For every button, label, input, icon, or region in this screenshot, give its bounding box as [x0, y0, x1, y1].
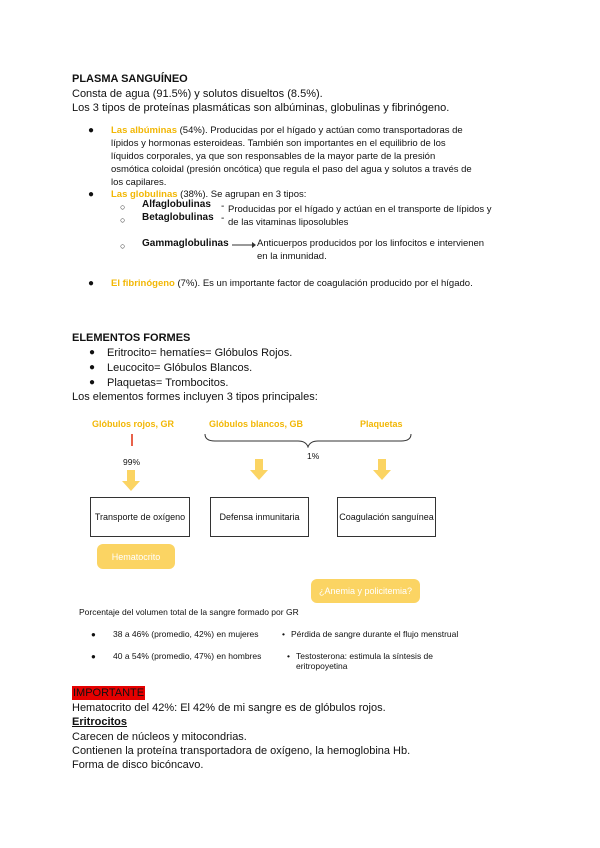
hematocrito-pill: Hematocrito — [97, 544, 175, 569]
eritrocitos-line: Carecen de núcleos y mitocondrias. — [72, 731, 247, 743]
hombres-note-1: Testosterona: estimula la síntesis de — [296, 651, 434, 661]
importante-label: IMPORTANTE — [73, 687, 145, 699]
globulinas-label: Las globulinas — [111, 189, 178, 200]
brace-icon — [203, 432, 413, 448]
mujeres-note: Pérdida de sangre durante el flujo menstrual — [291, 629, 459, 639]
eritrocitos-line: Contienen la proteína transportadora de oxígeno, la hemoglobina Hb. — [72, 745, 411, 757]
bullet-dot: ● — [91, 652, 96, 661]
importante-text: Hematocrito del 42%: El 42% de mi sangre es de glóbulos rojos. — [72, 702, 386, 714]
box-coagulacion: Coagulación sanguínea — [337, 497, 436, 537]
anemia-pill: ¿Anemia y policitemia? — [311, 579, 420, 603]
albuminas-line: los capilares. — [111, 177, 167, 188]
circle-bullet: ○ — [120, 241, 126, 251]
albuminas-line: osmótica coloidal (presión oncótica) que regula el paso del agua y solutos a través de — [111, 164, 472, 175]
bracket-bottom: - — [221, 213, 225, 224]
betaglobulinas: Betaglobulinas — [142, 212, 214, 223]
eritrocitos-title: Eritrocitos — [72, 716, 128, 728]
arrow-right-icon — [232, 240, 256, 250]
bullet-dot: ● — [88, 189, 95, 200]
elementos-item: Eritrocito= hematíes= Glóbulos Rojos. — [107, 347, 293, 359]
plasma-line-2: Los 3 tipos de proteínas plasmáticas son albúminas, globulinas y fibrinógeno. — [72, 102, 450, 114]
alfa-beta-desc-1: Producidas por el hígado y actúan en el transporte de lípidos y — [228, 204, 492, 215]
plaquetas-label: Plaquetas — [360, 419, 403, 429]
globulos-blancos-label: Glóbulos blancos, GB — [209, 419, 304, 429]
circle-bullet: ○ — [120, 215, 126, 225]
box-defensa: Defensa inmunitaria — [210, 497, 309, 537]
globulos-rojos-label: Glóbulos rojos, GR — [92, 419, 175, 429]
bullet-dot: ● — [89, 377, 96, 388]
elementos-title: ELEMENTOS FORMES — [72, 332, 191, 344]
mujeres-note-marker: • — [282, 629, 285, 639]
bullet-dot: ● — [91, 630, 96, 639]
fibrinogeno-text: (7%). Es un importante factor de coagulación producido por el hígado. — [174, 278, 473, 289]
eritrocitos-line: Forma de disco bicóncavo. — [72, 759, 204, 771]
pct-rojos: 99% — [123, 457, 141, 467]
albuminas-label: Las albúminas — [111, 125, 177, 136]
circle-bullet: ○ — [120, 202, 126, 212]
arrow-down-icon — [122, 470, 140, 492]
albuminas-text: (54%). Producidas por el hígado y actúan como transportadoras de — [177, 125, 463, 136]
albuminas-line: lípidos y hormonas esteroideas. También son importantes en el equilibrio de los — [111, 138, 446, 149]
gamma-desc-1: Anticuerpos producidos por los linfocitos e intervienen — [257, 238, 485, 249]
gammaglobulinas: Gammaglobulinas — [142, 238, 229, 249]
red-tick — [131, 434, 133, 446]
mujeres-text: 38 a 46% (promedio, 42%) en mujeres — [113, 629, 259, 639]
albuminas-first-line — [111, 125, 463, 138]
bracket-top: - — [221, 201, 225, 212]
fibrinogeno-line — [111, 278, 473, 291]
bullet-dot: ● — [89, 362, 96, 373]
plasma-line-1: Consta de agua (91.5%) y solutos disueltos (8.5%). — [72, 88, 323, 100]
arrow-down-icon — [250, 459, 268, 481]
porcentaje-text: Porcentaje del volumen total de la sangre formado por GR — [79, 607, 299, 617]
bullet-dot: ● — [89, 347, 96, 358]
box-transporte: Transporte de oxígeno — [90, 497, 190, 537]
elementos-intro: Los elementos formes incluyen 3 tipos principales: — [72, 391, 318, 403]
plasma-title: PLASMA SANGUÍNEO — [72, 73, 188, 85]
elementos-item: Plaquetas= Trombocitos. — [107, 377, 229, 389]
elementos-item: Leucocito= Glóbulos Blancos. — [107, 362, 253, 374]
hombres-note-2: eritropoyetina — [296, 661, 348, 671]
gamma-desc-2: en la inmunidad. — [257, 251, 327, 262]
bullet-dot: ● — [88, 278, 95, 289]
hombres-text: 40 a 54% (promedio, 47%) en hombres — [113, 651, 262, 661]
bullet-dot: ● — [88, 125, 95, 136]
pct-otros: 1% — [307, 451, 320, 461]
albuminas-line: líquidos corporales, ya que son responsables de la mayor parte de la presión — [111, 151, 436, 162]
arrow-down-icon — [373, 459, 391, 481]
globulinas-text: (38%). Se agrupan en 3 tipos: — [177, 189, 307, 200]
hombres-note-marker: • — [287, 651, 290, 661]
fibrinogeno-label: El fibrinógeno — [111, 278, 175, 289]
alfa-beta-desc-2: de las vitaminas liposolubles — [228, 217, 349, 228]
alfaglobulinas: Alfaglobulinas — [142, 199, 211, 210]
